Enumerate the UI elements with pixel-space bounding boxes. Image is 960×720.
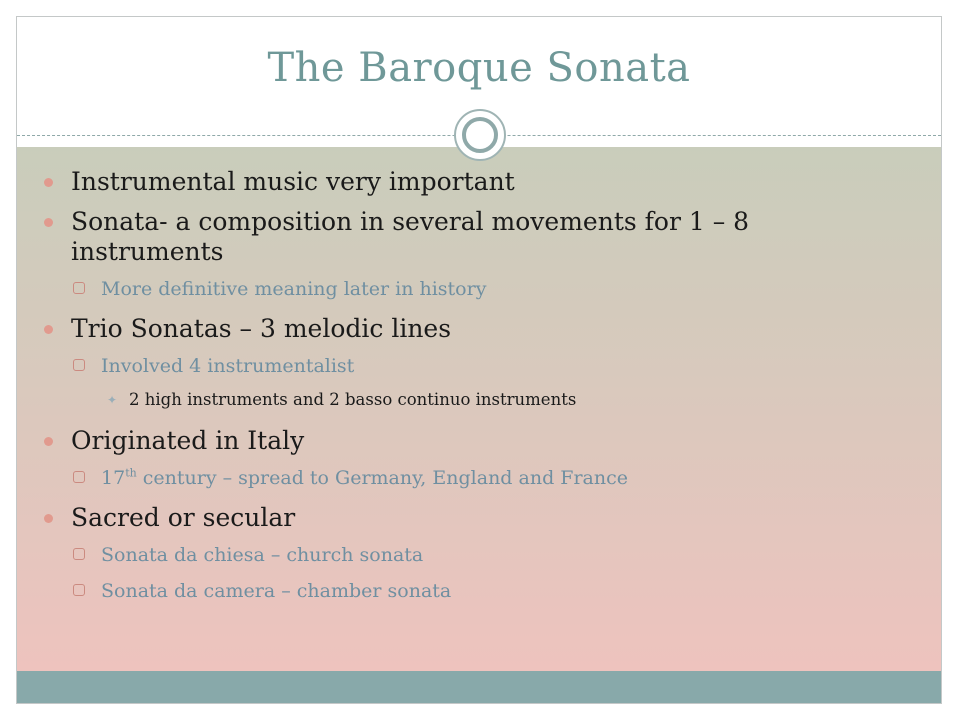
square-bullet-icon xyxy=(73,584,85,596)
bullet-dot-icon xyxy=(44,178,53,187)
bullet-dot-icon xyxy=(44,325,53,334)
bullet-item xyxy=(17,167,941,197)
sub-bullet-text: More definitive meaning later in history xyxy=(101,278,487,300)
bullet-item xyxy=(17,314,941,344)
square-bullet-icon xyxy=(73,471,85,483)
sub-bullet-item xyxy=(17,542,941,568)
star-bullet-icon: ✦ xyxy=(107,393,118,407)
bullet-text: Sacred or secular xyxy=(71,503,296,532)
bullet-dot-icon xyxy=(44,437,53,446)
sub-bullet-item xyxy=(17,465,941,491)
bullet-list xyxy=(17,167,941,604)
bullet-item xyxy=(17,426,941,456)
slide-title: The Baroque Sonata xyxy=(267,45,691,91)
bullet-text: Instrumental music very important xyxy=(71,167,515,196)
bullet-dot-icon xyxy=(44,514,53,523)
ring-ornament-icon xyxy=(454,109,506,161)
sub-sub-bullet-text: 2 high instruments and 2 basso continuo instruments xyxy=(129,390,577,409)
sub-bullet-item xyxy=(17,276,941,302)
sub-sub-bullet-item xyxy=(17,388,941,412)
square-bullet-icon xyxy=(73,548,85,560)
sub-bullet-text: Involved 4 instrumentalist xyxy=(101,355,355,377)
sub-bullet-text: Sonata da chiesa – church sonata xyxy=(101,544,424,566)
sub-bullet-item xyxy=(17,353,941,379)
bullet-dot-icon xyxy=(44,218,53,227)
footer-band xyxy=(17,671,941,704)
bullet-item xyxy=(17,503,941,533)
slide xyxy=(16,16,942,704)
bullet-text: Trio Sonatas – 3 melodic lines xyxy=(71,314,452,343)
bullet-item xyxy=(17,207,941,267)
square-bullet-icon xyxy=(73,282,85,294)
square-bullet-icon xyxy=(73,359,85,371)
ring-inner xyxy=(462,117,498,153)
sub-bullet-text: century – spread to Germany, England and France xyxy=(136,467,628,489)
century-superscript: th xyxy=(125,466,137,480)
sub-bullet-text: Sonata da camera – chamber sonata xyxy=(101,580,452,602)
bullet-text: Originated in Italy xyxy=(71,426,305,455)
bullet-text: Sonata- a composition in several movements for 1 – 8 instruments xyxy=(71,207,750,266)
sub-bullet-item xyxy=(17,578,941,604)
century-number: 17 xyxy=(101,467,126,489)
